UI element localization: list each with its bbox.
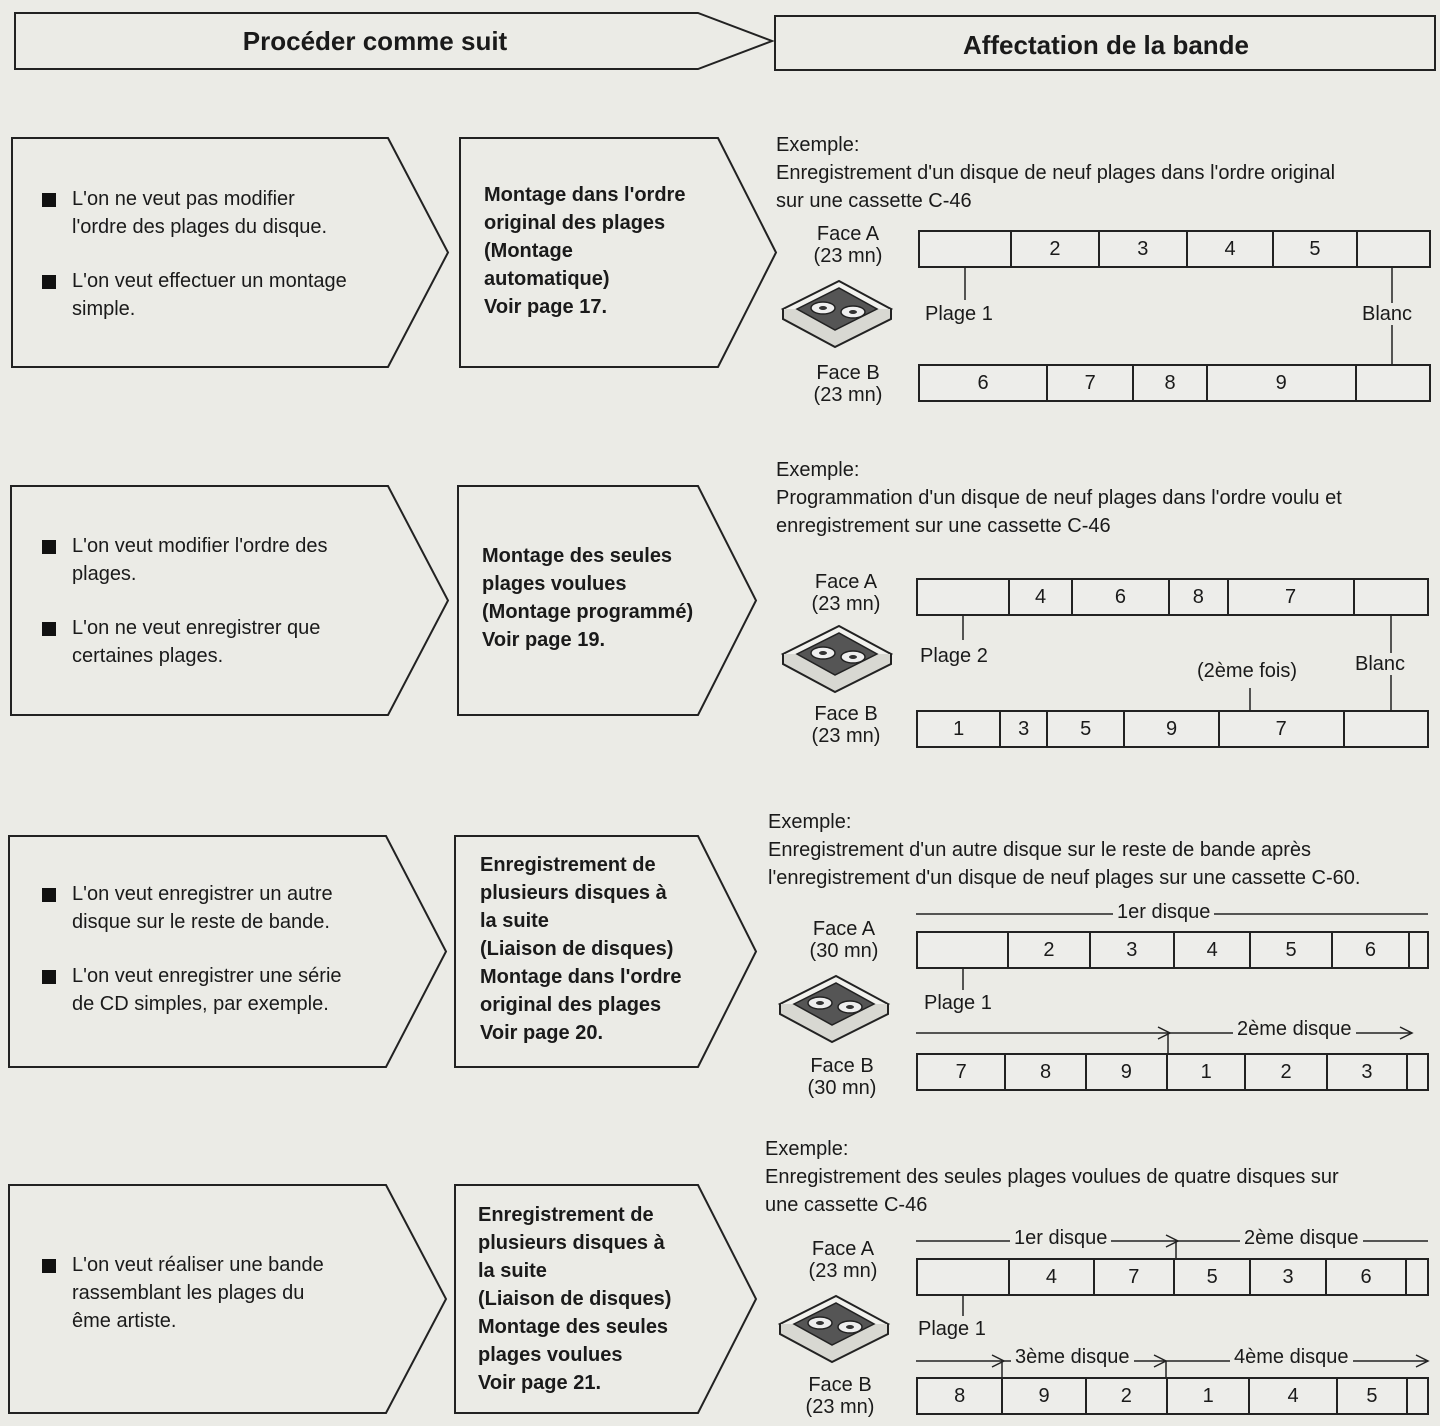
- tape-segment: [1408, 1055, 1427, 1089]
- tape-segment: [1358, 232, 1429, 266]
- row3-example: Exemple: Enregistrement d'un autre disque sur le reste de bande après l'enregistrement d'un disque de neuf plages sur une cassette C-60.: [768, 811, 1361, 889]
- header-right-title: Affectation de la bande: [962, 30, 1250, 60]
- row1-face-a-label: Face A (23 mn): [813, 223, 883, 267]
- row1-tape-face-b: [918, 364, 1431, 402]
- tape-segment: 5: [1274, 232, 1357, 266]
- tape-segment: 8: [1006, 1055, 1086, 1089]
- tape-segment: 3: [1100, 232, 1188, 266]
- tape-segment: 2: [1246, 1055, 1327, 1089]
- row4-face-a-label: Face A (23 mn): [808, 1238, 878, 1282]
- tape-segment: 8: [918, 1379, 1003, 1413]
- cassette-icon: [774, 970, 894, 1050]
- cassette-hub: [846, 1005, 854, 1009]
- row3-tape-face-b: [916, 1053, 1429, 1091]
- row4-face-b-label: Face B (23 mn): [805, 1374, 875, 1418]
- row2-tape-face-a: [916, 578, 1429, 616]
- row1-face-b-label: Face B (23 mn): [813, 362, 883, 406]
- row1-tape-face-a: [918, 230, 1431, 268]
- annotation-label: Plage 2: [916, 645, 992, 667]
- tape-segment: 9: [1087, 1055, 1168, 1089]
- cassette-hub: [819, 306, 827, 310]
- row1-condition-1: L'on ne veut pas modifier l'ordre des plages du disque.: [38, 185, 383, 241]
- tape-segment: 2: [1012, 232, 1099, 266]
- tape-segment: 5: [1338, 1379, 1408, 1413]
- row2-face-a-label: Face A (23 mn): [811, 571, 881, 615]
- cassette-hub: [816, 1321, 824, 1325]
- row1-example: Exemple: Enregistrement d'un disque de neuf plages dans l'ordre original sur une cassette C-46: [776, 134, 1336, 212]
- tape-segment: 4: [1188, 232, 1274, 266]
- row3-method: Enregistrement de plusieurs disques à la suite (Liaison de disques) Montage dans l'ordre original des plages Voir page 20.: [480, 854, 682, 1044]
- tape-segment: 3: [1328, 1055, 1408, 1089]
- row2-face-b-label: Face B (23 mn): [811, 703, 881, 747]
- row4-method: Enregistrement de plusieurs disques à la suite (Liaison de disques) Montage des seules plages voulues Voir page 21.: [478, 1204, 672, 1394]
- row2-conditions: [38, 532, 383, 696]
- cassette-icon: [774, 1290, 894, 1370]
- tape-segment: 3: [1091, 933, 1175, 967]
- tape-segment: [918, 933, 1009, 967]
- row4-tape-face-b: [916, 1377, 1429, 1415]
- tape-segment: 9: [1003, 1379, 1086, 1413]
- bullet-square-icon: [42, 970, 56, 984]
- tape-segment: 4: [1175, 933, 1251, 967]
- row1-method: Montage dans l'ordre original des plages (Montage automatique) Voir page 17.: [484, 184, 686, 318]
- tape-segment: 1: [1168, 1055, 1246, 1089]
- header-left-title: Procéder comme suit: [242, 26, 508, 56]
- cassette-hub: [819, 651, 827, 655]
- tape-segment: [1357, 366, 1429, 400]
- annotation-label: Blanc: [1351, 653, 1409, 675]
- annotation-label: 2ème disque: [1240, 1227, 1363, 1249]
- row1-conditions: [38, 185, 383, 349]
- annotation-label: 4ème disque: [1230, 1346, 1353, 1368]
- row1-condition-2: L'on veut effectuer un montage simple.: [38, 267, 383, 323]
- tape-segment: 4: [1010, 580, 1073, 614]
- row3-condition-1: L'on veut enregistrer un autre disque sur le reste de bande.: [38, 880, 383, 936]
- tape-segment: [1345, 712, 1427, 746]
- tape-segment: 8: [1134, 366, 1207, 400]
- row4-tape-face-a: [916, 1258, 1429, 1296]
- tape-segment: 9: [1125, 712, 1219, 746]
- tape-segment: 5: [1175, 1260, 1251, 1294]
- tape-segment: [920, 232, 1012, 266]
- tape-segment: 5: [1251, 933, 1332, 967]
- tape-segment: 6: [1327, 1260, 1407, 1294]
- tape-segment: 5: [1048, 712, 1125, 746]
- tape-segment: 6: [1073, 580, 1170, 614]
- row3-conditions: [38, 880, 383, 1044]
- tape-segment: [918, 1260, 1010, 1294]
- bullet-square-icon: [42, 888, 56, 902]
- annotation-label: Blanc: [1358, 303, 1416, 325]
- annotation-label: 2ème disque: [1233, 1018, 1356, 1040]
- tape-segment: 9: [1208, 366, 1357, 400]
- cassette-hub: [849, 310, 857, 314]
- tape-segment: [918, 580, 1010, 614]
- annotation-label: Plage 1: [920, 992, 996, 1014]
- tape-segment: [1408, 1379, 1427, 1413]
- tape-segment: [1410, 933, 1427, 967]
- row4-conditions: [38, 1251, 383, 1361]
- bullet-square-icon: [42, 275, 56, 289]
- row2-condition-2: L'on ne veut enregistrer que certaines plages.: [38, 614, 383, 670]
- tape-segment: 4: [1010, 1260, 1094, 1294]
- annotation-label: Plage 1: [921, 303, 997, 325]
- annotation-label: Plage 1: [914, 1318, 990, 1340]
- tape-segment: 7: [1229, 580, 1355, 614]
- tape-segment: 7: [918, 1055, 1006, 1089]
- cassette-hub: [816, 1001, 824, 1005]
- tape-segment: 7: [1095, 1260, 1175, 1294]
- tape-segment: 6: [920, 366, 1048, 400]
- tape-segment: 8: [1170, 580, 1229, 614]
- row2-method: Montage des seules plages voulues (Montage programmé) Voir page 19.: [482, 545, 694, 651]
- tape-segment: 2: [1087, 1379, 1168, 1413]
- row3-face-b-label: Face B (30 mn): [807, 1055, 877, 1099]
- bullet-square-icon: [42, 193, 56, 207]
- cassette-hub: [846, 1325, 854, 1329]
- row2-condition-1: L'on veut modifier l'ordre des plages.: [38, 532, 383, 588]
- bullet-square-icon: [42, 622, 56, 636]
- tape-segment: [1355, 580, 1427, 614]
- tape-segment: 2: [1009, 933, 1090, 967]
- tape-segment: 3: [1251, 1260, 1326, 1294]
- row3-tape-face-a: [916, 931, 1429, 969]
- tape-segment: 7: [1048, 366, 1134, 400]
- row4-example: Exemple: Enregistrement des seules plages voulues de quatre disques sur une cassette C-46: [765, 1138, 1339, 1216]
- annotation-label: 1er disque: [1113, 901, 1214, 923]
- tape-segment: 4: [1250, 1379, 1337, 1413]
- annotation-label: 1er disque: [1010, 1227, 1111, 1249]
- tape-segment: 7: [1220, 712, 1345, 746]
- row3-face-a-label: Face A (30 mn): [809, 918, 879, 962]
- annotation-label: (2ème fois): [1193, 660, 1301, 682]
- tape-segment: [1407, 1260, 1427, 1294]
- row2-tape-face-b: [916, 710, 1429, 748]
- row4-condition-1: L'on veut réaliser une bande rassemblant les plages du ême artiste.: [38, 1251, 383, 1335]
- cassette-icon: [777, 275, 897, 355]
- bullet-square-icon: [42, 540, 56, 554]
- cassette-hub: [849, 655, 857, 659]
- row2-example: Exemple: Programmation d'un disque de neuf plages dans l'ordre voulu et enregistrement sur une cassette C-46: [776, 459, 1342, 537]
- annotation-label: 3ème disque: [1011, 1346, 1134, 1368]
- tape-segment: 1: [1168, 1379, 1250, 1413]
- tape-segment: 3: [1001, 712, 1048, 746]
- row3-condition-2: L'on veut enregistrer une série de CD simples, par exemple.: [38, 962, 383, 1018]
- tape-segment: 1: [918, 712, 1001, 746]
- cassette-icon: [777, 620, 897, 700]
- tape-segment: 6: [1333, 933, 1410, 967]
- bullet-square-icon: [42, 1259, 56, 1273]
